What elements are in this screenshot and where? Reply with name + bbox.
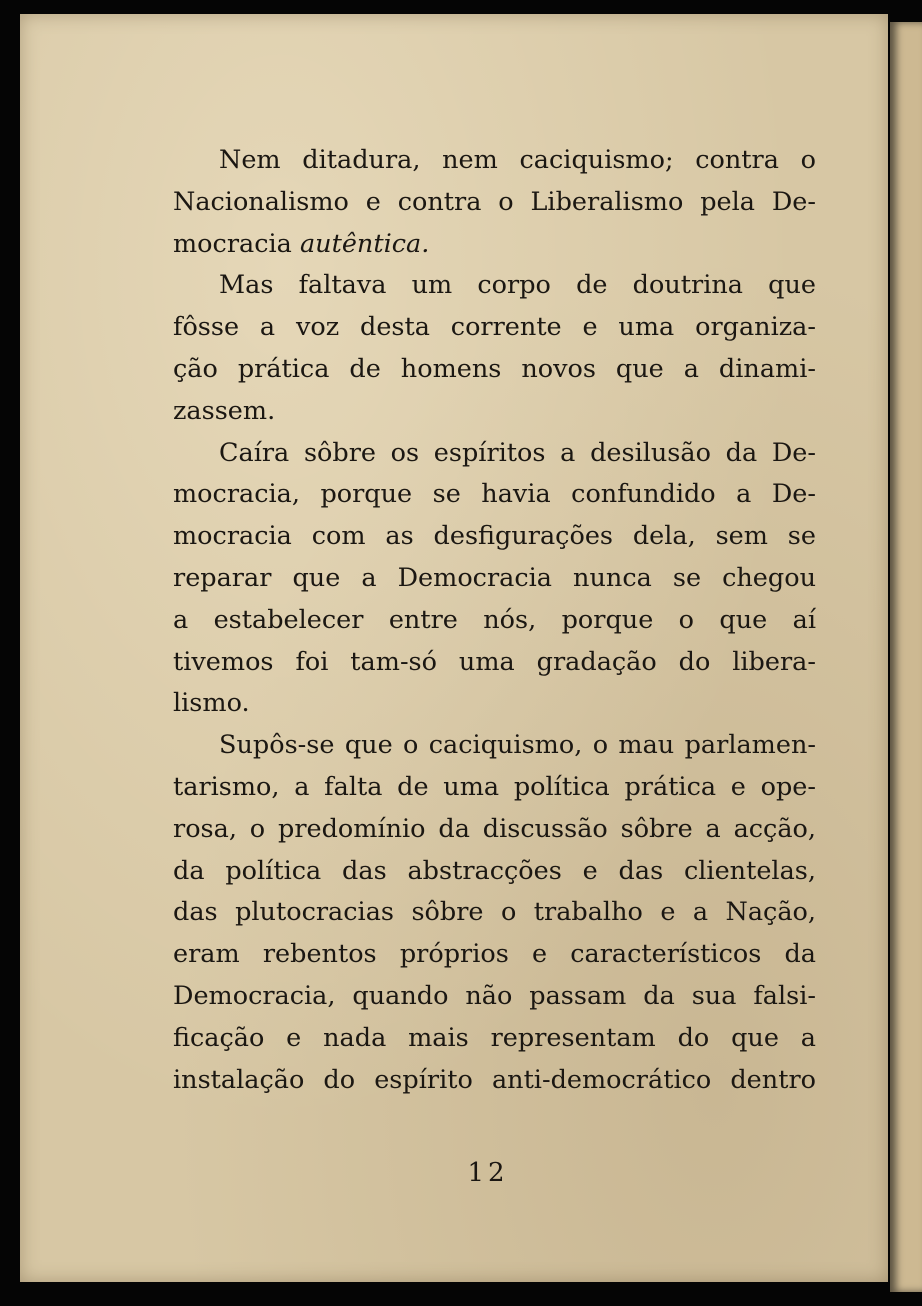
text-line: mocracia, porque se havia confundido a De-	[173, 479, 816, 510]
text-line: da política das abstracções e das clientelas,	[173, 855, 816, 886]
text-line	[173, 224, 816, 266]
text-line: ficação e nada mais representam do que a	[173, 1022, 816, 1053]
book-page	[20, 14, 888, 1282]
text-line: Nem ditadura, nem caciquismo; contra o	[219, 145, 816, 175]
text-line: Mas faltava um corpo de doutrina que	[219, 270, 816, 301]
text-line: fôsse a voz desta corrente e uma organiza-	[173, 312, 816, 343]
text-line: rosa, o predomínio da discussão sôbre a acção,	[173, 813, 816, 844]
page-number: 12	[467, 1158, 509, 1188]
italic-word: autêntica.	[299, 228, 430, 259]
body-text	[173, 140, 816, 1101]
text-line: tivemos foi tam-só uma gradação do libera-	[173, 646, 816, 677]
text-line: das plutocracias sôbre o trabalho e a Nação,	[173, 897, 816, 928]
text-line: Caíra sôbre os espíritos a desilusão da De-	[219, 437, 816, 468]
text-line: reparar que a Democracia nunca se chegou	[173, 562, 816, 593]
text-line: zassem.	[173, 395, 276, 426]
text-line: mocracia com as desfigurações dela, sem se	[173, 521, 816, 552]
text-line: tarismo, a falta de uma política prática e ope-	[173, 771, 816, 802]
text-fragment: mocracia	[173, 228, 300, 259]
text-line: eram rebentos próprios e característicos da	[173, 939, 816, 970]
adjacent-page-edge	[890, 22, 922, 1292]
text-line: Democracia, quando não passam da sua falsi-	[173, 980, 816, 1011]
text-line: Nacionalismo e contra o Liberalismo pela De-	[173, 186, 816, 217]
text-line: Supôs-se que o caciquismo, o mau parlamen-	[219, 730, 816, 761]
text-line: a estabelecer entre nós, porque o que aí	[173, 604, 816, 635]
text-line: instalação do espírito anti-democrático dentro	[173, 1064, 816, 1095]
text-line: lismo.	[173, 688, 250, 719]
text-line: ção prática de homens novos que a dinami-	[173, 353, 816, 384]
